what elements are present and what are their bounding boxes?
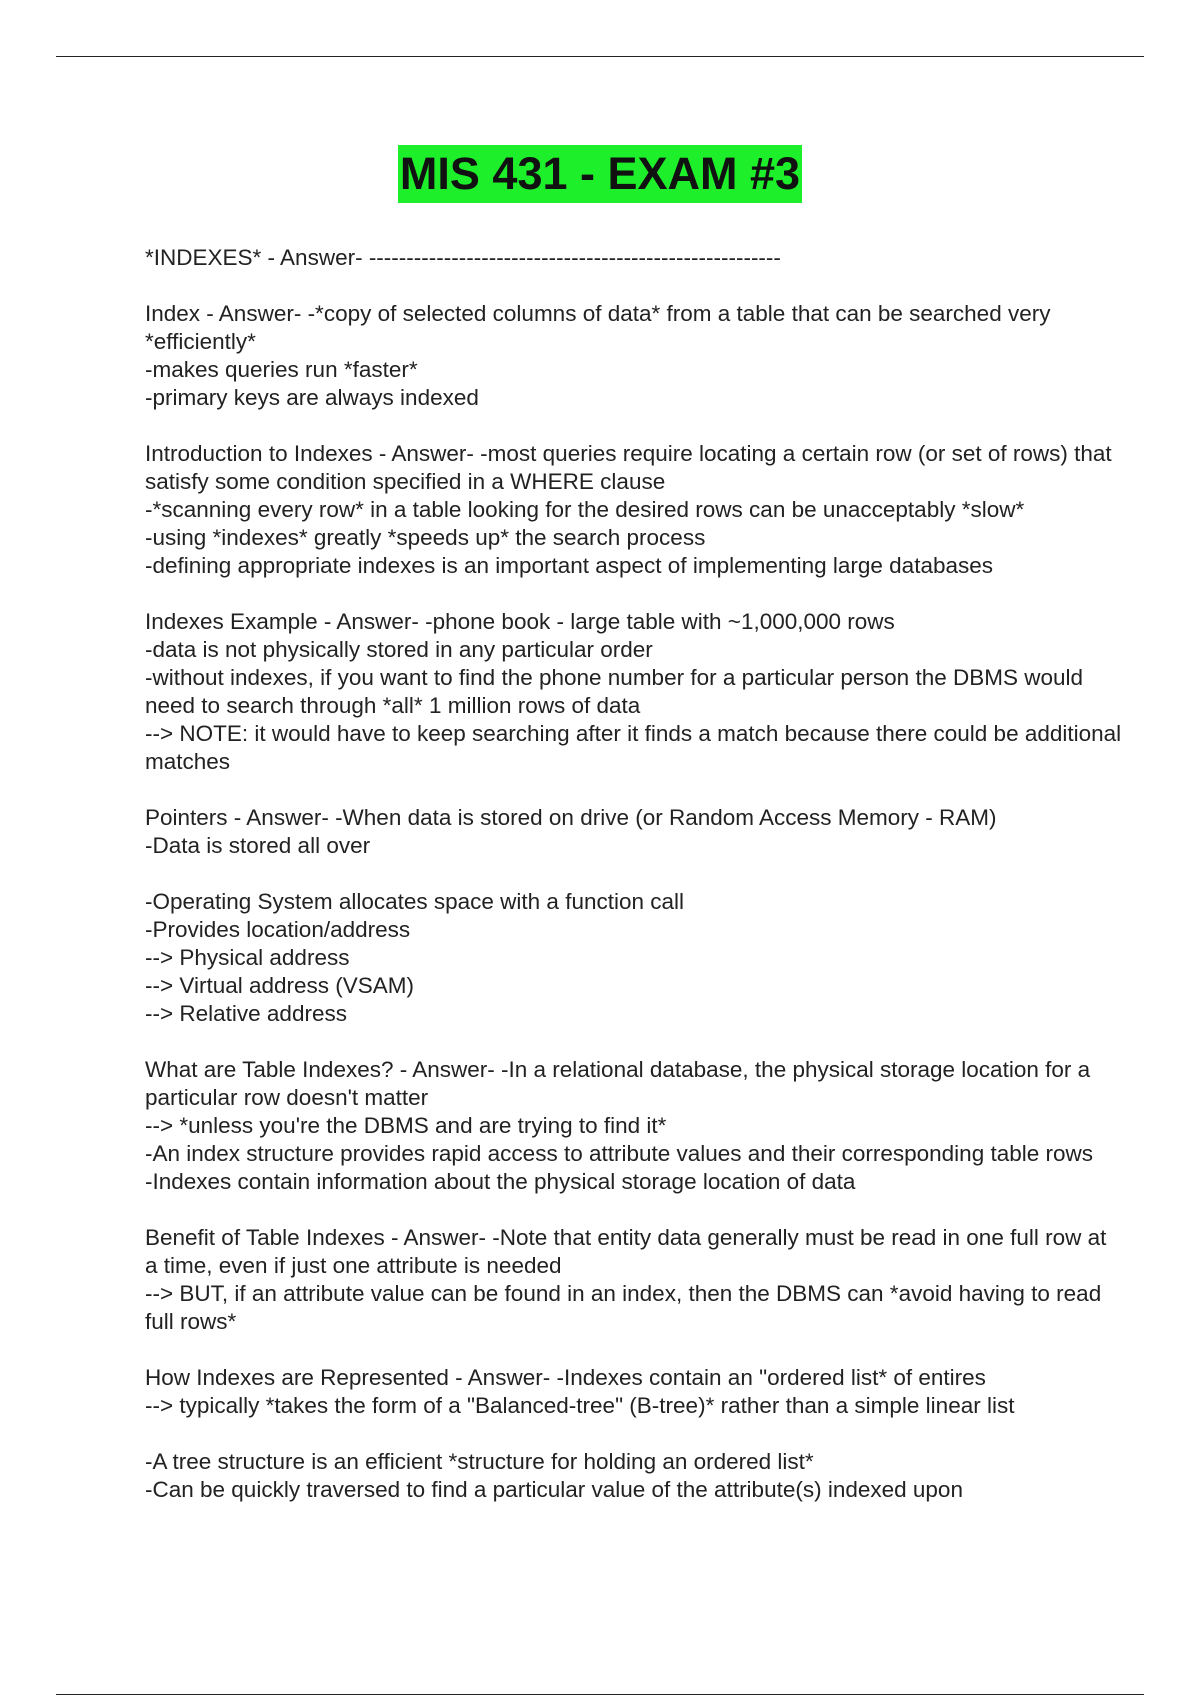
header-rule	[56, 56, 1144, 57]
entry-line: matches	[145, 749, 231, 774]
qa-entry	[145, 300, 1195, 412]
entry-line: -defining appropriate indexes is an important aspect of implementing large databases	[145, 553, 994, 578]
entry-line: -Can be quickly traversed to find a particular value of the attribute(s) indexed upon	[145, 1477, 963, 1502]
entry-line: full rows*	[145, 1309, 237, 1334]
entry-line: --> Relative address	[145, 1001, 347, 1026]
entry-line: a time, even if just one attribute is needed	[145, 1253, 562, 1278]
entry-line: How Indexes are Represented - Answer- -Indexes contain an "ordered list* of entires	[145, 1365, 986, 1390]
entry-line: -Data is stored all over	[145, 833, 371, 858]
entry-line: need to search through *all* 1 million rows of data	[145, 693, 641, 718]
entry-line: Indexes Example - Answer- -phone book - large table with ~1,000,000 rows	[145, 609, 895, 634]
entry-line: satisfy some condition specified in a WHERE clause	[145, 469, 666, 494]
entry-line: Index - Answer- -*copy of selected columns of data* from a table that can be searched very	[145, 301, 1051, 326]
entry-line: -Operating System allocates space with a function call	[145, 889, 685, 914]
qa-entry	[145, 888, 1195, 1028]
document-body	[145, 244, 1195, 1532]
entry-line: Benefit of Table Indexes - Answer- -Note that entity data generally must be read in one full row at	[145, 1225, 1107, 1250]
entry-line: What are Table Indexes? - Answer- -In a relational database, the physical storage location for a	[145, 1057, 1091, 1082]
entry-line: *efficiently*	[145, 329, 256, 354]
footer-rule	[56, 1694, 1144, 1695]
entry-line: -data is not physically stored in any particular order	[145, 637, 653, 662]
qa-entry	[145, 1364, 1195, 1420]
entry-line: -A tree structure is an efficient *structure for holding an ordered list*	[145, 1449, 814, 1474]
entry-line: -using *indexes* greatly *speeds up* the search process	[145, 525, 706, 550]
entry-line: Introduction to Indexes - Answer- -most queries require locating a certain row (or set of rows) that	[145, 441, 1112, 466]
entry-line: --> *unless you're the DBMS and are trying to find it*	[145, 1113, 667, 1138]
qa-entry	[145, 1056, 1195, 1196]
entry-line: -primary keys are always indexed	[145, 385, 479, 410]
entry-line: --> Virtual address (VSAM)	[145, 973, 415, 998]
title-container	[0, 145, 1200, 203]
qa-entry	[145, 1224, 1195, 1336]
qa-entry	[145, 1448, 1195, 1504]
page-title: MIS 431 - EXAM #3	[398, 145, 802, 203]
entry-line: -makes queries run *faster*	[145, 357, 418, 382]
entry-line: Pointers - Answer- -When data is stored on drive (or Random Access Memory - RAM)	[145, 805, 997, 830]
entry-line: --> typically *takes the form of a "Balanced-tree" (B-tree)* rather than a simple linear list	[145, 1393, 1015, 1418]
qa-entry	[145, 804, 1195, 860]
qa-entry	[145, 608, 1195, 776]
entry-line: --> Physical address	[145, 945, 350, 970]
qa-entry	[145, 244, 1195, 272]
entry-line: -*scanning every row* in a table looking for the desired rows can be unacceptably *slow*	[145, 497, 1025, 522]
entry-line: -Provides location/address	[145, 917, 411, 942]
entry-line: -without indexes, if you want to find the phone number for a particular person the DBMS would	[145, 665, 1084, 690]
qa-entry	[145, 440, 1195, 580]
entry-line: particular row doesn't matter	[145, 1085, 429, 1110]
entry-line: --> BUT, if an attribute value can be found in an index, then the DBMS can *avoid having to read	[145, 1281, 1102, 1306]
entry-line: --> NOTE: it would have to keep searching after it finds a match because there could be additional	[145, 721, 1122, 746]
entry-line: -An index structure provides rapid access to attribute values and their corresponding table rows	[145, 1141, 1093, 1166]
entry-line: *INDEXES* - Answer- -------------------------------------------------------	[145, 245, 781, 270]
entry-line: -Indexes contain information about the physical storage location of data	[145, 1169, 856, 1194]
